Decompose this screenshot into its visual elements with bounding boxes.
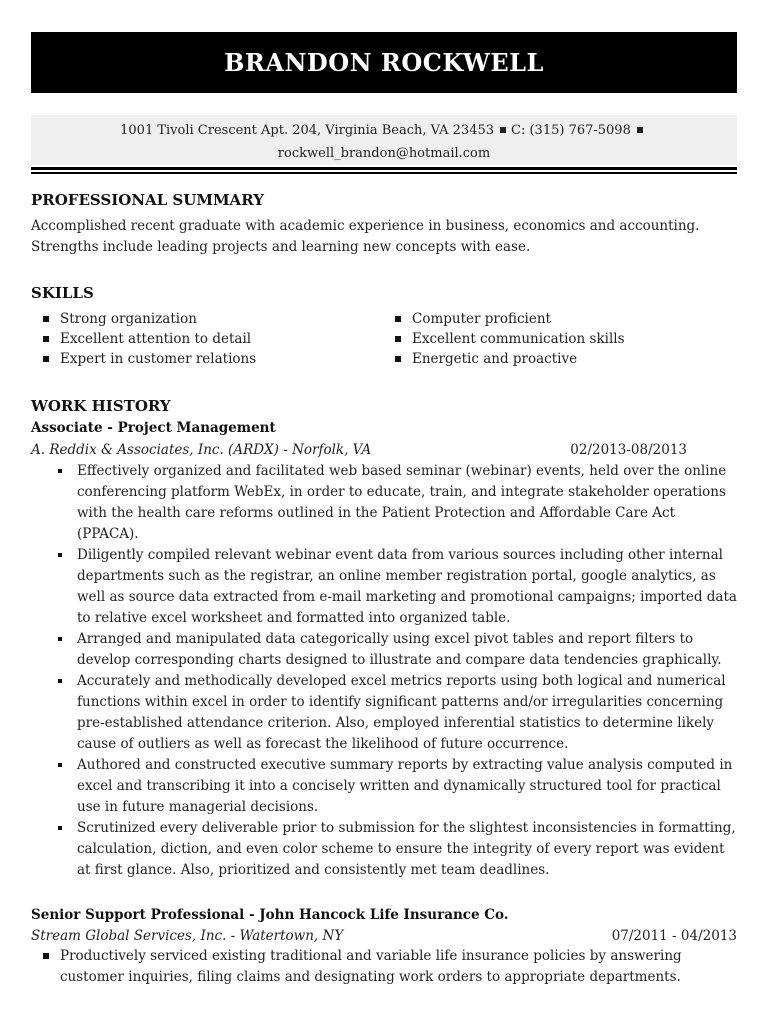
duty-text: Diligently compiled relevant webinar event data from various sources including other internal departments such as the registrar, an online member registration portal, google analytics, as well as source data extracted from e-mail marketing and promotional campaigns; imported data to relative excel worksheet and formatted into organized table.: [77, 547, 737, 626]
duty-text: Scrutinized every deliverable prior to submission for the slightest inconsistencies in formatting, calculation, diction, and even color scheme to ensure the integrity of every report was evident at first glance. Also, prioritized and consistently met team deadlines.: [77, 820, 736, 878]
separator-square-icon: [500, 127, 506, 133]
bullet-icon: [58, 553, 62, 557]
skill-label: Expert in customer relations: [60, 351, 257, 367]
job-company-line: [31, 442, 737, 458]
bullet-icon: [43, 356, 49, 362]
contact-block: [31, 115, 737, 165]
skill-label: Excellent attention to detail: [60, 331, 252, 347]
job-title: Associate - Project Management: [31, 420, 276, 436]
name-header: [31, 32, 737, 93]
summary-line: Strengths include leading projects and learning new concepts with ease.: [31, 239, 531, 255]
duty-item: [58, 818, 738, 881]
skill-label: Computer proficient: [412, 311, 551, 327]
duty-text: Authored and constructed executive summary reports by extracting value analysis computed in excel and transcribing it into a concisely written and dynamically structured tool for practical use in future managerial decisions.: [77, 757, 733, 815]
job-company: Stream Global Services, Inc. - Watertown, NY: [31, 928, 344, 944]
bullet-icon: [58, 679, 62, 683]
bullet-icon: [395, 356, 401, 362]
summary-line: Accomplished recent graduate with academic experience in business, economics and accounting.: [31, 218, 700, 234]
bullet-icon: [395, 316, 401, 322]
duty-text: Accurately and methodically developed excel metrics reports using both logical and numerical functions within excel in order to identify significant patterns and/or irregularities concerning pre-established attendance criterion. Also, employed inferential statistics to determine likely cause of outliers as well as forecast the likelihood of future occurrence.: [77, 673, 726, 752]
bullet-icon: [43, 953, 49, 959]
duty-text: Productively serviced existing traditional and variable life insurance policies by answering customer inquiries, filing claims and designating work orders to appropriate departments.: [60, 948, 682, 985]
skill-label: Strong organization: [60, 311, 197, 327]
contact-phone: C: (315) 767-5098: [511, 123, 631, 138]
skill-item: [395, 329, 625, 349]
skills-heading: SKILLS: [31, 284, 94, 302]
duty-text: Arranged and manipulated data categorically using excel pivot tables and report filters to develop corresponding charts designed to illustrate and compare data tendencies graphically.: [77, 631, 722, 668]
job-company: A. Reddix & Associates, Inc. (ARDX) - Norfolk, VA: [31, 442, 372, 458]
duty-item: [58, 461, 738, 545]
separator-square-icon: [637, 127, 643, 133]
bullet-icon: [43, 316, 49, 322]
contact-email: rockwell_brandon@hotmail.com: [277, 146, 491, 161]
skill-item: [43, 329, 251, 349]
bullet-icon: [58, 469, 62, 473]
candidate-name: BRANDON ROCKWELL: [224, 48, 544, 77]
job-duties: [43, 946, 737, 988]
divider-thin: [31, 172, 737, 174]
job-company-line: [31, 928, 737, 944]
skill-item: [43, 309, 197, 329]
bullet-icon: [58, 826, 62, 830]
contact-address: 1001 Tivoli Crescent Apt. 204, Virginia Beach, VA 23453: [120, 123, 495, 138]
duty-item: [43, 946, 737, 988]
duty-item: [58, 629, 738, 671]
skill-item: [395, 349, 577, 369]
summary-text: [31, 216, 737, 258]
duty-item: [58, 755, 738, 818]
bullet-icon: [395, 336, 401, 342]
job-dates: 07/2011 - 04/2013: [611, 928, 737, 944]
job-duties: [58, 461, 738, 881]
bullet-icon: [43, 336, 49, 342]
job-dates: 02/2013-08/2013: [570, 442, 687, 458]
bullet-icon: [58, 763, 62, 767]
duty-item: [58, 671, 738, 755]
summary-heading: PROFESSIONAL SUMMARY: [31, 191, 264, 209]
duty-item: [58, 545, 738, 629]
duty-text: Effectively organized and facilitated web based seminar (webinar) events, held over the online conferencing platform WebEx, in order to educate, train, and integrate stakeholder operations with the health care reforms outlined in the Patient Protection and Affordable Care Act (PPACA).: [77, 463, 727, 542]
skill-item: [395, 309, 551, 329]
work-heading: WORK HISTORY: [31, 397, 171, 415]
skill-label: Energetic and proactive: [412, 351, 578, 367]
skill-item: [43, 349, 256, 369]
bullet-icon: [58, 637, 62, 641]
job-title: Senior Support Professional - John Hancock Life Insurance Co.: [31, 907, 509, 923]
skill-label: Excellent communication skills: [412, 331, 625, 347]
divider-thick: [31, 167, 737, 170]
